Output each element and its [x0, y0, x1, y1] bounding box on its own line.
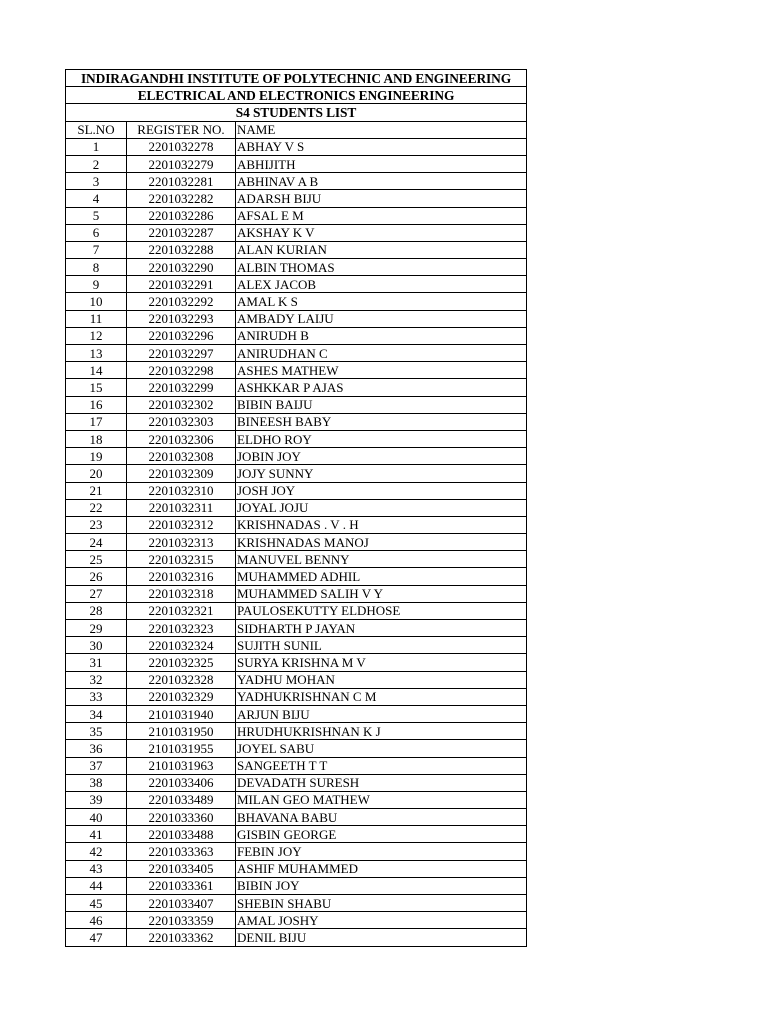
cell-sl-no: 34 — [66, 705, 127, 722]
cell-register-no: 2201032282 — [127, 190, 236, 207]
cell-name: GISBIN GEORGE — [236, 826, 527, 843]
table-row — [66, 138, 527, 155]
cell-name: ALAN KURIAN — [236, 241, 527, 258]
cell-name: JOJY SUNNY — [236, 465, 527, 482]
cell-sl-no: 22 — [66, 499, 127, 516]
cell-name: YADHU MOHAN — [236, 671, 527, 688]
table-row — [66, 791, 527, 808]
cell-register-no: 2201032315 — [127, 551, 236, 568]
table-row — [66, 259, 527, 276]
cell-name: ARJUN BIJU — [236, 705, 527, 722]
table-row — [66, 379, 527, 396]
table-row — [66, 413, 527, 430]
cell-register-no: 2201032329 — [127, 688, 236, 705]
table-row — [66, 860, 527, 877]
cell-sl-no: 31 — [66, 654, 127, 671]
cell-sl-no: 32 — [66, 671, 127, 688]
cell-register-no: 2201032325 — [127, 654, 236, 671]
cell-sl-no: 26 — [66, 568, 127, 585]
cell-register-no: 2201033359 — [127, 912, 236, 929]
cell-register-no: 2101031955 — [127, 740, 236, 757]
table-row — [66, 809, 527, 826]
cell-name: SUJITH SUNIL — [236, 637, 527, 654]
cell-register-no: 2201033406 — [127, 774, 236, 791]
cell-register-no: 2201032316 — [127, 568, 236, 585]
table-row — [66, 396, 527, 413]
cell-register-no: 2201032312 — [127, 516, 236, 533]
cell-sl-no: 41 — [66, 826, 127, 843]
cell-name: SHEBIN SHABU — [236, 895, 527, 912]
table-row — [66, 671, 527, 688]
cell-sl-no: 43 — [66, 860, 127, 877]
cell-register-no: 2201032321 — [127, 602, 236, 619]
cell-sl-no: 33 — [66, 688, 127, 705]
table-row — [66, 705, 527, 722]
cell-sl-no: 10 — [66, 293, 127, 310]
cell-sl-no: 28 — [66, 602, 127, 619]
cell-sl-no: 2 — [66, 155, 127, 172]
cell-name: MANUVEL BENNY — [236, 551, 527, 568]
cell-name: KRISHNADAS . V . H — [236, 516, 527, 533]
cell-sl-no: 19 — [66, 448, 127, 465]
table-row — [66, 551, 527, 568]
cell-sl-no: 14 — [66, 362, 127, 379]
cell-register-no: 2201032306 — [127, 430, 236, 447]
cell-name: ANIRUDH B — [236, 327, 527, 344]
cell-register-no: 2201033362 — [127, 929, 236, 946]
cell-sl-no: 27 — [66, 585, 127, 602]
cell-register-no: 2201032313 — [127, 534, 236, 551]
cell-register-no: 2201032328 — [127, 671, 236, 688]
cell-register-no: 2201032310 — [127, 482, 236, 499]
table-row — [66, 173, 527, 190]
column-header-register-no: REGISTER NO. — [127, 121, 236, 138]
table-row — [66, 843, 527, 860]
table-row — [66, 207, 527, 224]
cell-name: FEBIN JOY — [236, 843, 527, 860]
table-row — [66, 430, 527, 447]
cell-sl-no: 4 — [66, 190, 127, 207]
table-row — [66, 310, 527, 327]
cell-name: ABHINAV A B — [236, 173, 527, 190]
cell-register-no: 2201033363 — [127, 843, 236, 860]
table-row — [66, 568, 527, 585]
cell-name: ALEX JACOB — [236, 276, 527, 293]
cell-name: AMAL JOSHY — [236, 912, 527, 929]
cell-register-no: 2201032323 — [127, 620, 236, 637]
cell-register-no: 2201032281 — [127, 173, 236, 190]
cell-register-no: 2201033407 — [127, 895, 236, 912]
cell-sl-no: 30 — [66, 637, 127, 654]
cell-register-no: 2201033361 — [127, 877, 236, 894]
cell-register-no: 2201032303 — [127, 413, 236, 430]
cell-sl-no: 21 — [66, 482, 127, 499]
cell-register-no: 2201032279 — [127, 155, 236, 172]
cell-sl-no: 17 — [66, 413, 127, 430]
cell-sl-no: 35 — [66, 723, 127, 740]
cell-name: BIBIN BAIJU — [236, 396, 527, 413]
cell-sl-no: 3 — [66, 173, 127, 190]
cell-name: BHAVANA BABU — [236, 809, 527, 826]
cell-register-no: 2201032286 — [127, 207, 236, 224]
cell-register-no: 2101031950 — [127, 723, 236, 740]
table-row — [66, 602, 527, 619]
cell-sl-no: 16 — [66, 396, 127, 413]
cell-register-no: 2201032302 — [127, 396, 236, 413]
cell-name: ABHAY V S — [236, 138, 527, 155]
table-row — [66, 826, 527, 843]
cell-sl-no: 40 — [66, 809, 127, 826]
cell-register-no: 2201032299 — [127, 379, 236, 396]
cell-register-no: 2201032293 — [127, 310, 236, 327]
cell-register-no: 2201032291 — [127, 276, 236, 293]
cell-name: JOYEL SABU — [236, 740, 527, 757]
cell-sl-no: 24 — [66, 534, 127, 551]
cell-sl-no: 13 — [66, 345, 127, 362]
cell-name: JOYAL JOJU — [236, 499, 527, 516]
cell-sl-no: 9 — [66, 276, 127, 293]
table-row — [66, 155, 527, 172]
department-title: ELECTRICAL AND ELECTRONICS ENGINEERING — [66, 87, 527, 104]
cell-sl-no: 44 — [66, 877, 127, 894]
cell-register-no: 2201032290 — [127, 259, 236, 276]
table-row — [66, 723, 527, 740]
table-row — [66, 774, 527, 791]
cell-name: HRUDHUKRISHNAN K J — [236, 723, 527, 740]
cell-sl-no: 38 — [66, 774, 127, 791]
cell-name: DENIL BIJU — [236, 929, 527, 946]
cell-sl-no: 15 — [66, 379, 127, 396]
cell-sl-no: 37 — [66, 757, 127, 774]
cell-sl-no: 8 — [66, 259, 127, 276]
table-row — [66, 241, 527, 258]
table-row — [66, 516, 527, 533]
table-row — [66, 534, 527, 551]
cell-sl-no: 7 — [66, 241, 127, 258]
table-row — [66, 585, 527, 602]
cell-name: KRISHNADAS MANOJ — [236, 534, 527, 551]
cell-register-no: 2201032278 — [127, 138, 236, 155]
cell-name: JOBIN JOY — [236, 448, 527, 465]
cell-name: AMBADY LAIJU — [236, 310, 527, 327]
cell-register-no: 2201033360 — [127, 809, 236, 826]
cell-sl-no: 18 — [66, 430, 127, 447]
cell-register-no: 2201032311 — [127, 499, 236, 516]
table-row — [66, 327, 527, 344]
cell-name: BINEESH BABY — [236, 413, 527, 430]
cell-register-no: 2201032308 — [127, 448, 236, 465]
cell-name: JOSH JOY — [236, 482, 527, 499]
cell-sl-no: 23 — [66, 516, 127, 533]
cell-sl-no: 20 — [66, 465, 127, 482]
cell-name: PAULOSEKUTTY ELDHOSE — [236, 602, 527, 619]
table-row — [66, 362, 527, 379]
table-row — [66, 620, 527, 637]
cell-sl-no: 12 — [66, 327, 127, 344]
table-row — [66, 912, 527, 929]
cell-register-no: 2201032324 — [127, 637, 236, 654]
table-row — [66, 224, 527, 241]
cell-name: BIBIN JOY — [236, 877, 527, 894]
table-row — [66, 448, 527, 465]
table-row — [66, 929, 527, 946]
table-row — [66, 895, 527, 912]
cell-register-no: 2201032287 — [127, 224, 236, 241]
cell-name: YADHUKRISHNAN C M — [236, 688, 527, 705]
cell-name: SURYA KRISHNA M V — [236, 654, 527, 671]
table-row — [66, 293, 527, 310]
table-row — [66, 276, 527, 293]
cell-sl-no: 1 — [66, 138, 127, 155]
cell-register-no: 2201032296 — [127, 327, 236, 344]
department-row — [66, 87, 527, 104]
cell-name: ELDHO ROY — [236, 430, 527, 447]
table-row — [66, 345, 527, 362]
cell-name: ADARSH BIJU — [236, 190, 527, 207]
cell-register-no: 2201032298 — [127, 362, 236, 379]
students-list-table — [65, 69, 527, 947]
list-title-row — [66, 104, 527, 121]
institution-title: INDIRAGANDHI INSTITUTE OF POLYTECHNIC AND ENGINEERING — [66, 70, 527, 87]
cell-register-no: 2101031963 — [127, 757, 236, 774]
table-row — [66, 482, 527, 499]
column-header-sl-no: SL.NO — [66, 121, 127, 138]
cell-name: ABHIJITH — [236, 155, 527, 172]
cell-sl-no: 11 — [66, 310, 127, 327]
cell-register-no: 2201032297 — [127, 345, 236, 362]
cell-sl-no: 39 — [66, 791, 127, 808]
table-row — [66, 190, 527, 207]
column-header-row — [66, 121, 527, 138]
table-row — [66, 740, 527, 757]
cell-register-no: 2201032288 — [127, 241, 236, 258]
cell-register-no: 2201032318 — [127, 585, 236, 602]
cell-sl-no: 47 — [66, 929, 127, 946]
table-row — [66, 654, 527, 671]
cell-sl-no: 25 — [66, 551, 127, 568]
cell-sl-no: 5 — [66, 207, 127, 224]
cell-name: DEVADATH SURESH — [236, 774, 527, 791]
column-header-name: NAME — [236, 121, 527, 138]
cell-name: AFSAL E M — [236, 207, 527, 224]
cell-name: MUHAMMED ADHIL — [236, 568, 527, 585]
cell-register-no: 2201033488 — [127, 826, 236, 843]
cell-name: AMAL K S — [236, 293, 527, 310]
cell-sl-no: 42 — [66, 843, 127, 860]
table-row — [66, 877, 527, 894]
cell-name: ASHIF MUHAMMED — [236, 860, 527, 877]
cell-sl-no: 36 — [66, 740, 127, 757]
cell-name: ASHES MATHEW — [236, 362, 527, 379]
cell-name: MUHAMMED SALIH V Y — [236, 585, 527, 602]
list-title: S4 STUDENTS LIST — [66, 104, 527, 121]
table-row — [66, 757, 527, 774]
cell-name: ANIRUDHAN C — [236, 345, 527, 362]
cell-name: AKSHAY K V — [236, 224, 527, 241]
cell-sl-no: 45 — [66, 895, 127, 912]
cell-name: SIDHARTH P JAYAN — [236, 620, 527, 637]
table-row — [66, 637, 527, 654]
cell-name: ALBIN THOMAS — [236, 259, 527, 276]
cell-sl-no: 6 — [66, 224, 127, 241]
cell-register-no: 2201033489 — [127, 791, 236, 808]
cell-register-no: 2101031940 — [127, 705, 236, 722]
cell-name: SANGEETH T T — [236, 757, 527, 774]
cell-name: MILAN GEO MATHEW — [236, 791, 527, 808]
cell-register-no: 2201032292 — [127, 293, 236, 310]
institution-row — [66, 70, 527, 87]
cell-register-no: 2201032309 — [127, 465, 236, 482]
table-body — [66, 70, 527, 947]
cell-sl-no: 46 — [66, 912, 127, 929]
table-row — [66, 465, 527, 482]
table-row — [66, 499, 527, 516]
cell-register-no: 2201033405 — [127, 860, 236, 877]
cell-sl-no: 29 — [66, 620, 127, 637]
table-row — [66, 688, 527, 705]
cell-name: ASHKKAR P AJAS — [236, 379, 527, 396]
